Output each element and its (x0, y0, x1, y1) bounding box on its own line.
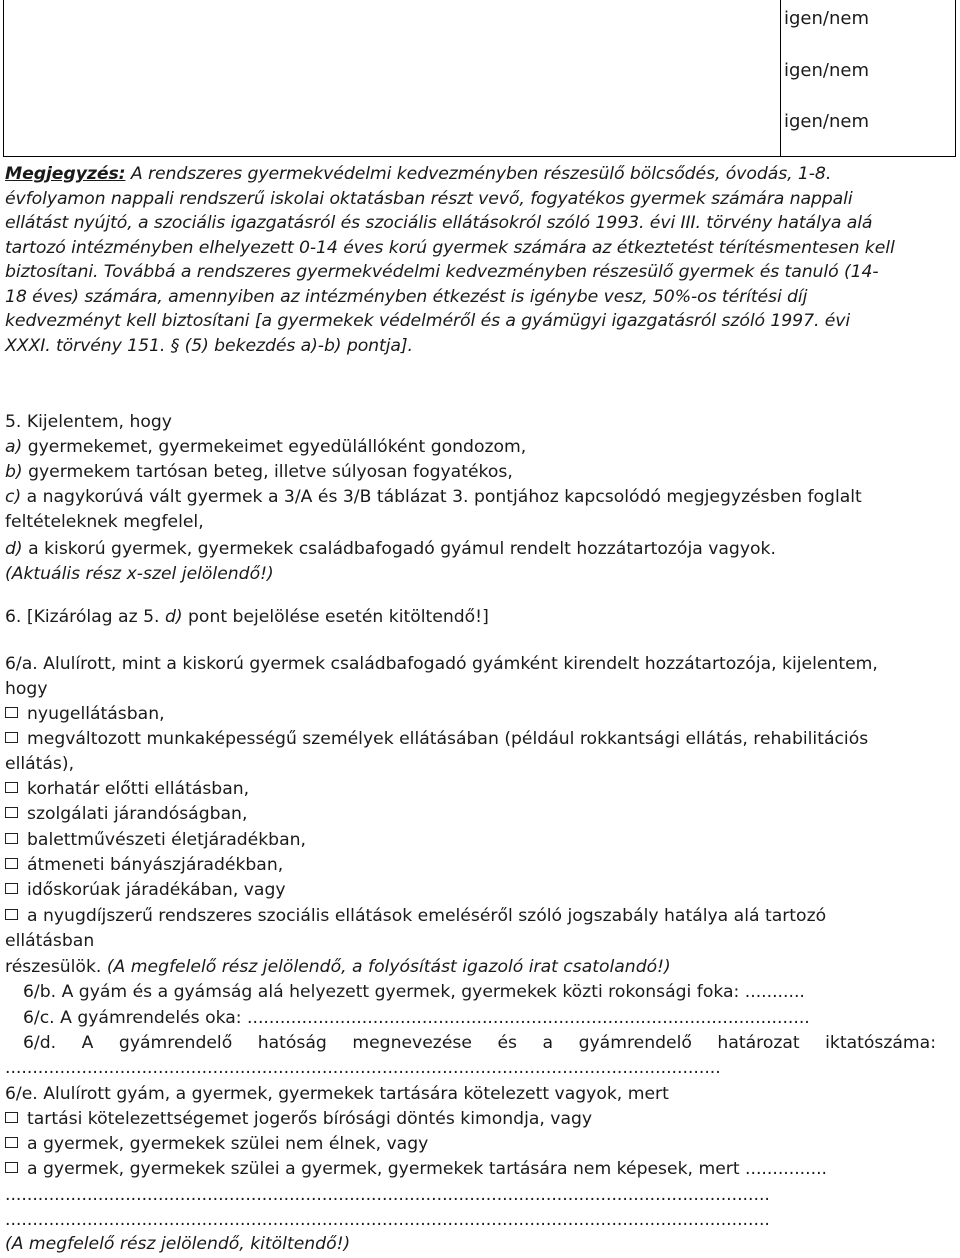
section6e-dots-1[interactable]: ............................................................................................................................................ (5, 1185, 770, 1205)
checkbox-icon[interactable] (5, 707, 18, 718)
section6d-label: 6/d. A gyámrendelő hatóság megnevezése és a gyámrendelő határozat iktatószáma: (23, 1033, 936, 1053)
section5-note: (Aktuális rész x-szel jelölendő!) (5, 564, 274, 584)
option-label: tartási kötelezettségemet jogerős bírósági döntés kimondja, vagy (27, 1109, 593, 1129)
note-line-2: évfolyamon nappali rendszerű iskolai oktatásban részt vevő, fogyatékos gyermek számára nappali (5, 188, 853, 209)
section5-option-b[interactable] (5, 460, 513, 484)
note-line-4: tartozó intézményben elhelyezett 0-14 éves korú gyermek számára az étkeztetést térítésmentesen kell (5, 237, 895, 258)
option-megvaltozott[interactable] (5, 727, 868, 751)
option-a-mark: a) (5, 437, 23, 457)
section5-heading: 5. Kijelentem, hogy (5, 412, 172, 432)
option-label: a gyermek, gyermekek szülei a gyermek, gyermekek tartására nem képesek, mert ............... (27, 1159, 827, 1179)
option-banyasz[interactable] (5, 853, 283, 877)
checkbox-icon[interactable] (5, 1112, 18, 1123)
section6a-tail (5, 955, 671, 979)
option-idoskoruak[interactable] (5, 878, 286, 902)
option-label: átmeneti bányászjáradékban, (27, 855, 284, 875)
option-nyugdijszeru[interactable] (5, 904, 826, 928)
answer-yes-no-1[interactable]: igen/nem (784, 8, 869, 29)
checkbox-icon[interactable] (5, 833, 18, 844)
option-birosagi[interactable] (5, 1107, 592, 1131)
note-block (5, 162, 955, 358)
option-label: időskorúak járadékában, vagy (27, 880, 286, 900)
section6-mark: d) (164, 607, 183, 627)
option-label: korhatár előtti ellátásban, (27, 779, 250, 799)
tail-text: részesülök. (5, 957, 102, 977)
section5-option-c[interactable] (5, 485, 862, 509)
tail-note: (A megfelelő rész jelölendő, a folyósítást igazoló irat csatolandó!) (101, 957, 671, 977)
option-b-text: gyermekem tartósan beteg, illetve súlyosan fogyatékos, (22, 462, 513, 482)
option-c-mark: c) (5, 487, 22, 507)
note-label: Megjegyzés: (5, 164, 126, 184)
note-line-8: XXXI. törvény 151. § (5) bekezdés a)-b) pontja]. (5, 335, 413, 356)
option-label: a gyermek, gyermekek szülei nem élnek, vagy (27, 1134, 429, 1154)
option-megvaltozott-cont: ellátás), (5, 754, 75, 774)
section5-option-d[interactable] (5, 537, 776, 561)
answer-table-question-cell (4, 0, 781, 156)
answer-yes-no-3[interactable]: igen/nem (784, 111, 869, 132)
section5-option-c-cont: feltételeknek megfelel, (5, 512, 204, 532)
option-label: a nyugdíjszerű rendszeres szociális ellátások emeléséről szóló jogszabály hatálya alá tartozó (27, 906, 827, 926)
option-d-text: a kiskorú gyermek, gyermekek családbafogadó gyámul rendelt hozzátartozója vagyok. (22, 539, 776, 559)
option-c-text: a nagykorúvá vált gyermek a 3/A és 3/B táblázat 3. pontjához kapcsolódó megjegyzésben foglalt (21, 487, 862, 507)
checkbox-icon[interactable] (5, 1137, 18, 1148)
checkbox-icon[interactable] (5, 807, 18, 818)
section6e-note: (A megfelelő rész jelölendő, kitöltendő!) (5, 1234, 351, 1254)
option-b-mark: b) (5, 462, 23, 482)
section6c-field[interactable]: 6/c. A gyámrendelés oka: ....................................................................................................... (23, 1008, 810, 1028)
note-line-3: ellátást nyújtó, a szociális igazgatásról és szociális ellátásokról szóló 1993. évi III. törvény hatálya alá (5, 213, 873, 233)
option-label: szolgálati járandóságban, (27, 804, 248, 824)
option-label: nyugellátásban, (27, 704, 165, 724)
section6-pre: 6. [Kizárólag az 5. (5, 607, 165, 627)
checkbox-icon[interactable] (5, 782, 18, 793)
option-nyugellatas[interactable] (5, 702, 165, 726)
option-korhatar[interactable] (5, 777, 249, 801)
checkbox-icon[interactable] (5, 732, 18, 743)
note-line-7: kedvezményt kell biztosítani [a gyermekek védelméről és a gyámügyi igazgatásról szóló 1997. évi (5, 311, 851, 331)
section5-option-a[interactable] (5, 435, 526, 459)
section6e-dots-2[interactable]: ............................................................................................................................................ (5, 1210, 770, 1230)
checkbox-icon[interactable] (5, 1162, 18, 1173)
checkbox-icon[interactable] (5, 883, 18, 894)
section6-post: pont bejelölése esetén kitöltendő!] (182, 607, 489, 627)
option-a-text: gyermekemet, gyermekeimet egyedülállóként gondozom, (22, 437, 527, 457)
option-balett[interactable] (5, 828, 306, 852)
section6b-field[interactable]: 6/b. A gyám és a gyámság alá helyezett gyermek, gyermekek közti rokonsági foka: ........... (23, 982, 805, 1002)
section6-heading (5, 605, 489, 629)
section6d-field[interactable]: ................................................................................................................................... (5, 1058, 721, 1078)
section6a-line1: 6/a. Alulírott, mint a kiskorú gyermek családbafogadó gyámként kirendelt hozzátartozója, kijelentem, (5, 654, 878, 674)
section6e-line1: 6/e. Alulírott gyám, a gyermek, gyermekek tartására kötelezett vagyok, mert (5, 1084, 669, 1104)
option-d-mark: d) (5, 539, 23, 559)
section6a-line2: hogy (5, 679, 48, 699)
option-nyugdijszeru-cont: ellátásban (5, 931, 95, 951)
answer-yes-no-2[interactable]: igen/nem (784, 60, 869, 81)
option-szulok-nem-elnek[interactable] (5, 1132, 428, 1156)
option-szulok-nem-kepesek[interactable] (5, 1157, 827, 1181)
note-line-6: 18 éves) számára, amennyiben az intézményben étkezést is igénybe vesz, 50%-os térítési díj (5, 286, 808, 307)
checkbox-icon[interactable] (5, 909, 18, 920)
checkbox-icon[interactable] (5, 858, 18, 869)
note-line-5: biztosítani. Továbbá a rendszeres gyermekvédelmi kedvezményben részesülő gyermek és tanuló (14- (5, 262, 879, 282)
option-label: balettművészeti életjáradékban, (27, 830, 306, 850)
note-line-1: A rendszeres gyermekvédelmi kedvezményben részesülő bölcsődés, óvodás, 1-8. (125, 164, 832, 184)
option-szolgalati[interactable] (5, 802, 247, 826)
option-label: megváltozott munkaképességű személyek ellátásában (például rokkantsági ellátás, rehabilitációs (27, 729, 869, 749)
